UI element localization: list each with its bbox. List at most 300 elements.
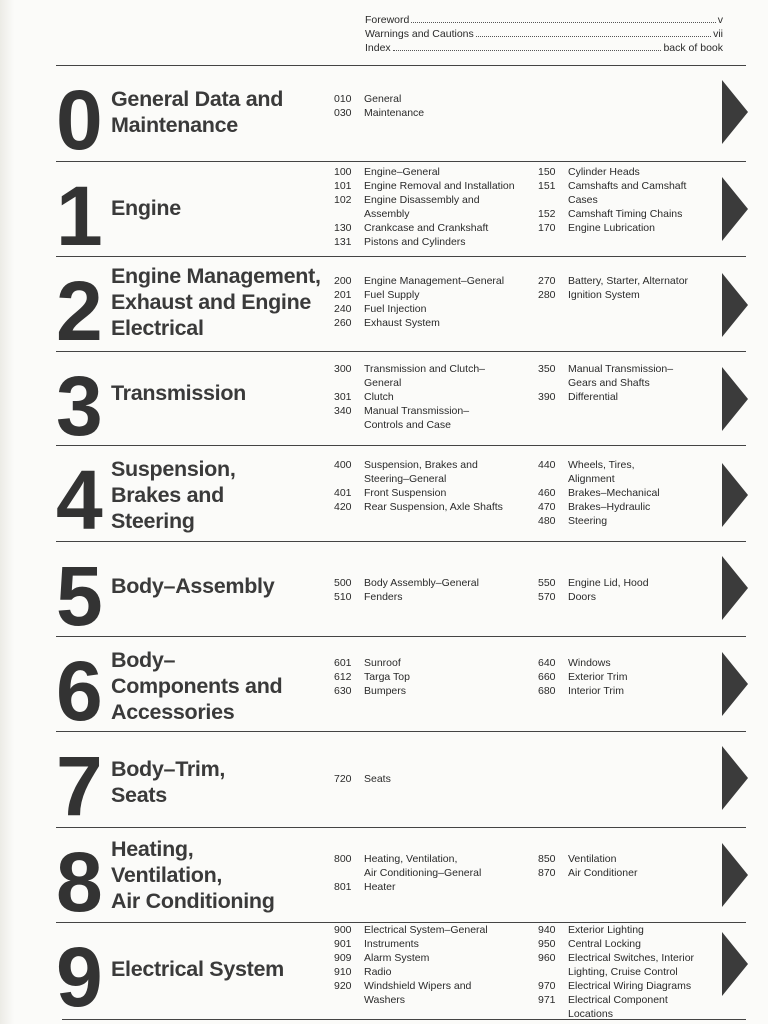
- chapter-name: [568, 362, 718, 390]
- chapter-number: 960: [538, 952, 556, 964]
- chapter-name: [364, 979, 534, 1007]
- chapter-entry[interactable]: [538, 993, 718, 1021]
- section-3: [56, 351, 746, 453]
- chapter-name: [568, 923, 718, 937]
- chapter-name: [364, 362, 534, 390]
- chapter-name-line: Interior Trim: [568, 685, 625, 697]
- chapter-name-line: Engine Disassembly and: [364, 194, 480, 206]
- chapter-name-line: Doors: [568, 591, 597, 603]
- chapter-entry[interactable]: [538, 165, 718, 179]
- chapter-column: [538, 923, 718, 1021]
- section-tab-arrow-icon[interactable]: [722, 556, 748, 620]
- section-title-line: General Data and: [111, 87, 284, 111]
- section-tab-arrow-icon[interactable]: [722, 367, 748, 431]
- chapter-name: [364, 106, 534, 120]
- chapter-name: [364, 92, 534, 106]
- chapter-entry[interactable]: [538, 514, 718, 528]
- chapter-number: 131: [334, 236, 352, 248]
- chapter-name: [364, 772, 534, 786]
- chapter-entry[interactable]: [334, 772, 534, 786]
- section-title-line: Accessories: [111, 700, 235, 724]
- chapter-column: [538, 362, 718, 404]
- chapter-entry[interactable]: [334, 390, 534, 404]
- chapter-name: [568, 514, 718, 528]
- chapter-name: [364, 404, 534, 432]
- chapter-name-line: Air Conditioner: [568, 867, 638, 879]
- section-tab-arrow-icon[interactable]: [722, 843, 748, 907]
- front-matter-page: back of book: [663, 42, 723, 54]
- chapter-name: [364, 576, 534, 590]
- chapter-number: 240: [334, 303, 352, 315]
- chapter-name-line: Manual Transmission–: [568, 363, 674, 375]
- chapter-name-line: Gears and Shafts: [568, 377, 650, 389]
- chapter-entry[interactable]: [334, 937, 534, 951]
- section-title[interactable]: [111, 195, 339, 221]
- front-matter-label: Index: [365, 42, 391, 54]
- chapter-column: [538, 458, 718, 528]
- chapter-name: [568, 576, 718, 590]
- chapter-name: [364, 937, 534, 951]
- chapter-number: 350: [538, 363, 556, 375]
- chapter-name-line: Brakes–Mechanical: [568, 487, 660, 499]
- chapter-entry[interactable]: [538, 670, 718, 684]
- chapter-name: [364, 486, 534, 500]
- chapter-number: 970: [538, 980, 556, 992]
- chapter-name-line: Electrical System–General: [364, 924, 488, 936]
- chapter-name-line: Alignment: [568, 473, 615, 485]
- section-title-line: Ventilation,: [111, 863, 223, 887]
- section-title-line: Body–: [111, 648, 176, 672]
- chapter-number: 612: [334, 671, 352, 683]
- chapter-name-line: Clutch: [364, 391, 394, 403]
- section-number: 5: [56, 549, 100, 643]
- chapter-name-line: Bumpers: [364, 685, 407, 697]
- chapter-name: [364, 500, 534, 514]
- page-edge: [0, 0, 14, 1024]
- section-title-line: Components and: [111, 674, 283, 698]
- chapter-entry[interactable]: [334, 288, 534, 302]
- chapter-number: 500: [334, 577, 352, 589]
- chapter-name-line: Seats: [364, 773, 391, 785]
- front-matter-list: [365, 13, 723, 55]
- section-title-line: Transmission: [111, 381, 247, 405]
- chapter-name-line: Camshaft Timing Chains: [568, 208, 683, 220]
- section-title-line: Electrical: [111, 316, 204, 340]
- chapter-name: [568, 951, 718, 979]
- chapter-name: [568, 179, 718, 207]
- chapter-number: 900: [334, 924, 352, 936]
- chapter-column: [334, 772, 534, 786]
- section-tab-arrow-icon[interactable]: [722, 273, 748, 337]
- section-title-line: Electrical System: [111, 957, 284, 981]
- chapter-entry[interactable]: [334, 923, 534, 937]
- section-1: [56, 161, 746, 263]
- chapter-name: [568, 500, 718, 514]
- section-tab-arrow-icon[interactable]: [722, 932, 748, 996]
- front-matter-label: Foreword: [365, 14, 410, 26]
- section-number: 3: [56, 359, 100, 453]
- chapter-entry[interactable]: [538, 590, 718, 604]
- chapter-number: 570: [538, 591, 556, 603]
- chapter-entry[interactable]: [538, 866, 718, 880]
- chapter-column: [334, 656, 534, 698]
- section-title-line: Body–Assembly: [111, 574, 275, 598]
- chapter-number: 301: [334, 391, 352, 403]
- chapter-name: [364, 390, 534, 404]
- chapter-name-line: Heater: [364, 881, 396, 893]
- chapter-entry[interactable]: [334, 362, 534, 390]
- chapter-entry[interactable]: [538, 362, 718, 390]
- chapter-name-line: Steering: [568, 515, 608, 527]
- chapter-entry[interactable]: [538, 221, 718, 235]
- chapter-name: [568, 590, 718, 604]
- chapter-name-line: Camshafts and Camshaft: [568, 180, 687, 192]
- front-matter-label: Warnings and Cautions: [365, 28, 474, 40]
- chapter-name-line: Steering–General: [364, 473, 447, 485]
- chapter-name: [364, 670, 534, 684]
- chapter-name: [364, 288, 534, 302]
- chapter-name: [364, 458, 534, 486]
- section-5: [56, 541, 746, 643]
- chapter-entry[interactable]: [334, 880, 534, 894]
- chapter-name: [364, 684, 534, 698]
- chapter-name: [364, 951, 534, 965]
- chapter-name-line: Exterior Trim: [568, 671, 628, 683]
- chapter-name: [568, 165, 718, 179]
- chapter-name-line: Electrical Switches, Interior: [568, 952, 695, 964]
- front-matter-item[interactable]: [365, 27, 723, 41]
- chapter-name: [568, 993, 718, 1021]
- chapter-column: [334, 923, 534, 1007]
- chapter-number: 909: [334, 952, 352, 964]
- section-title-line: Steering: [111, 509, 195, 533]
- chapter-name-line: Fuel Injection: [364, 303, 427, 315]
- chapter-entry[interactable]: [538, 656, 718, 670]
- chapter-name-line: Cylinder Heads: [568, 166, 640, 178]
- chapter-entry[interactable]: [334, 576, 534, 590]
- chapter-entry[interactable]: [334, 92, 534, 106]
- bottom-rule: [62, 1019, 746, 1020]
- section-9: [56, 922, 746, 1024]
- chapter-name: [568, 390, 718, 404]
- chapter-number: 390: [538, 391, 556, 403]
- chapter-name-line: Rear Suspension, Axle Shafts: [364, 501, 503, 513]
- chapter-number: 420: [334, 501, 352, 513]
- chapter-number: 101: [334, 180, 352, 192]
- section-number: 7: [56, 739, 100, 833]
- chapter-entry[interactable]: [334, 179, 534, 193]
- chapter-name: [364, 165, 534, 179]
- chapter-column: [334, 852, 534, 894]
- chapter-name: [568, 937, 718, 951]
- chapter-number: 300: [334, 363, 352, 375]
- chapter-name: [364, 235, 534, 249]
- chapter-entry[interactable]: [538, 951, 718, 979]
- chapter-name: [568, 656, 718, 670]
- chapter-entry[interactable]: [334, 316, 534, 330]
- section-7: [56, 731, 746, 833]
- section-title[interactable]: [111, 756, 339, 808]
- chapter-entry[interactable]: [538, 390, 718, 404]
- chapter-number: 720: [334, 773, 352, 785]
- chapter-entry[interactable]: [334, 486, 534, 500]
- chapter-number: 870: [538, 867, 556, 879]
- chapter-entry[interactable]: [334, 235, 534, 249]
- chapter-entry[interactable]: [334, 684, 534, 698]
- chapter-number: 201: [334, 289, 352, 301]
- leader-dots: [476, 35, 711, 37]
- chapter-name: [364, 965, 534, 979]
- chapter-name-line: Engine Removal and Installation: [364, 180, 515, 192]
- chapter-entry[interactable]: [538, 979, 718, 993]
- chapter-name-line: Electrical Wiring Diagrams: [568, 980, 692, 992]
- chapter-column: [334, 92, 534, 120]
- section-title-line: Body–Trim,: [111, 757, 226, 781]
- chapter-name-line: Pistons and Cylinders: [364, 236, 466, 248]
- section-number: 4: [56, 453, 100, 547]
- chapter-number: 660: [538, 671, 556, 683]
- chapter-name-line: Engine–General: [364, 166, 440, 178]
- chapter-name-line: Alarm System: [364, 952, 430, 964]
- chapter-name: [568, 670, 718, 684]
- chapter-entry[interactable]: [538, 274, 718, 288]
- chapter-entry[interactable]: [538, 576, 718, 590]
- chapter-name: [364, 179, 534, 193]
- section-title-line: Suspension,: [111, 457, 236, 481]
- chapter-number: 030: [334, 107, 352, 119]
- section-title[interactable]: [111, 456, 339, 534]
- chapter-name: [568, 486, 718, 500]
- chapter-name-line: Windshield Wipers and: [364, 980, 472, 992]
- section-tab-arrow-icon[interactable]: [722, 177, 748, 241]
- chapter-name: [364, 590, 534, 604]
- chapter-name-line: Radio: [364, 966, 392, 978]
- section-0: [56, 65, 746, 167]
- chapter-entry[interactable]: [538, 486, 718, 500]
- section-title[interactable]: [111, 86, 339, 138]
- front-matter-page: vii: [713, 28, 723, 40]
- chapter-number: 100: [334, 166, 352, 178]
- chapter-column: [334, 274, 534, 330]
- section-number: 8: [56, 835, 100, 929]
- front-matter-item[interactable]: [365, 41, 723, 55]
- chapter-name: [364, 221, 534, 235]
- section-number: 9: [56, 930, 100, 1024]
- chapter-name-line: General: [364, 377, 402, 389]
- chapter-column: [334, 362, 534, 432]
- leader-dots: [411, 21, 715, 23]
- chapter-name-line: Assembly: [364, 208, 410, 220]
- chapter-entry[interactable]: [538, 852, 718, 866]
- chapter-name: [364, 274, 534, 288]
- chapter-entry[interactable]: [334, 656, 534, 670]
- chapter-entry[interactable]: [538, 684, 718, 698]
- chapter-name-line: Central Locking: [568, 938, 641, 950]
- chapter-name-line: Front Suspension: [364, 487, 447, 499]
- chapter-name: [568, 852, 718, 866]
- chapter-number: 270: [538, 275, 556, 287]
- chapter-column: [538, 576, 718, 604]
- chapter-entry[interactable]: [538, 458, 718, 486]
- section-title-line: Maintenance: [111, 113, 238, 137]
- chapter-name: [568, 979, 718, 993]
- chapter-entry[interactable]: [334, 404, 534, 432]
- chapter-name: [364, 656, 534, 670]
- chapter-entry[interactable]: [334, 193, 534, 221]
- chapter-name-line: Heating, Ventilation,: [364, 853, 458, 865]
- chapter-number: 630: [334, 685, 352, 697]
- chapter-name-line: Maintenance: [364, 107, 425, 119]
- chapter-name-line: Differential: [568, 391, 618, 403]
- chapter-name-line: Instruments: [364, 938, 419, 950]
- section-tab-arrow-icon[interactable]: [722, 463, 748, 527]
- chapter-number: 801: [334, 881, 352, 893]
- chapter-name: [364, 852, 534, 880]
- section-title[interactable]: [111, 647, 339, 725]
- chapter-name-line: Engine Lubrication: [568, 222, 655, 234]
- chapter-number: 550: [538, 577, 556, 589]
- chapter-number: 170: [538, 222, 556, 234]
- chapter-entry[interactable]: [334, 965, 534, 979]
- chapter-name-line: Cases: [568, 194, 598, 206]
- chapter-column: [538, 656, 718, 698]
- chapter-name-line: Engine Lid, Hood: [568, 577, 649, 589]
- section-title-line: Exhaust and Engine: [111, 290, 312, 314]
- chapter-name-line: Crankcase and Crankshaft: [364, 222, 489, 234]
- chapter-number: 460: [538, 487, 556, 499]
- chapter-column: [334, 458, 534, 514]
- chapter-entry[interactable]: [538, 179, 718, 207]
- chapter-name-line: Wheels, Tires,: [568, 459, 635, 471]
- chapter-entry[interactable]: [538, 923, 718, 937]
- chapter-entry[interactable]: [334, 165, 534, 179]
- chapter-name: [568, 684, 718, 698]
- chapter-entry[interactable]: [538, 288, 718, 302]
- section-title[interactable]: [111, 380, 339, 406]
- chapter-entry[interactable]: [334, 852, 534, 880]
- chapter-column: [334, 576, 534, 604]
- chapter-number: 010: [334, 93, 352, 105]
- chapter-name-line: Transmission and Clutch–: [364, 363, 485, 375]
- chapter-number: 280: [538, 289, 556, 301]
- chapter-number: 601: [334, 657, 352, 669]
- chapter-entry[interactable]: [538, 937, 718, 951]
- section-tab-arrow-icon[interactable]: [722, 652, 748, 716]
- chapter-number: 340: [334, 405, 352, 417]
- chapter-name-line: Fuel Supply: [364, 289, 420, 301]
- chapter-number: 260: [334, 317, 352, 329]
- section-title-line: Heating,: [111, 837, 194, 861]
- chapter-column: [538, 274, 718, 302]
- chapter-name-line: Engine Management–General: [364, 275, 505, 287]
- chapter-number: 151: [538, 180, 556, 192]
- chapter-entry[interactable]: [538, 500, 718, 514]
- chapter-name: [364, 923, 534, 937]
- section-number: 6: [56, 644, 100, 738]
- chapter-name-line: Fenders: [364, 591, 403, 603]
- chapter-number: 950: [538, 938, 556, 950]
- chapter-number: 640: [538, 657, 556, 669]
- chapter-number: 470: [538, 501, 556, 513]
- chapter-name-line: Washers: [364, 994, 406, 1006]
- chapter-entry[interactable]: [334, 221, 534, 235]
- chapter-entry[interactable]: [334, 979, 534, 1007]
- chapter-name: [364, 316, 534, 330]
- chapter-name-line: Manual Transmission–: [364, 405, 470, 417]
- chapter-name-line: Exhaust System: [364, 317, 440, 329]
- chapter-name: [568, 274, 718, 288]
- chapter-name-line: Suspension, Brakes and: [364, 459, 478, 471]
- section-number: 2: [56, 264, 100, 358]
- chapter-column: [538, 852, 718, 880]
- chapter-entry[interactable]: [334, 590, 534, 604]
- chapter-name: [568, 458, 718, 486]
- chapter-name: [568, 866, 718, 880]
- chapter-number: 971: [538, 994, 556, 1006]
- section-6: [56, 636, 746, 738]
- chapter-number: 200: [334, 275, 352, 287]
- chapter-number: 130: [334, 222, 352, 234]
- chapter-entry[interactable]: [334, 106, 534, 120]
- chapter-number: 510: [334, 591, 352, 603]
- front-matter-item[interactable]: [365, 13, 723, 27]
- section-tab-arrow-icon[interactable]: [722, 80, 748, 144]
- section-number: 1: [56, 169, 100, 263]
- chapter-number: 440: [538, 459, 556, 471]
- section-title[interactable]: [111, 263, 339, 341]
- chapter-number: 102: [334, 194, 352, 206]
- front-matter-page: v: [717, 14, 723, 26]
- chapter-name-line: Ventilation: [568, 853, 617, 865]
- chapter-name: [568, 288, 718, 302]
- chapter-name-line: Sunroof: [364, 657, 401, 669]
- chapter-number: 152: [538, 208, 556, 220]
- section-8: [56, 827, 746, 929]
- section-title[interactable]: [111, 956, 339, 982]
- chapter-entry[interactable]: [334, 500, 534, 514]
- chapter-entry[interactable]: [334, 274, 534, 288]
- section-title[interactable]: [111, 573, 339, 599]
- section-title[interactable]: [111, 836, 339, 914]
- chapter-number: 400: [334, 459, 352, 471]
- chapter-name: [364, 880, 534, 894]
- chapter-name-line: Exterior Lighting: [568, 924, 644, 936]
- section-title-line: Engine: [111, 196, 181, 220]
- chapter-entry[interactable]: [538, 207, 718, 221]
- chapter-name: [568, 221, 718, 235]
- chapter-name: [364, 193, 534, 221]
- chapter-entry[interactable]: [334, 670, 534, 684]
- chapter-entry[interactable]: [334, 951, 534, 965]
- chapter-entry[interactable]: [334, 458, 534, 486]
- chapter-number: 480: [538, 515, 556, 527]
- section-2: [56, 256, 746, 358]
- chapter-number: 940: [538, 924, 556, 936]
- chapter-number: 910: [334, 966, 352, 978]
- chapter-name-line: Ignition System: [568, 289, 640, 301]
- chapter-name-line: Body Assembly–General: [364, 577, 479, 589]
- chapter-column: [538, 165, 718, 235]
- section-title-line: Engine Management,: [111, 264, 321, 288]
- section-tab-arrow-icon[interactable]: [722, 746, 748, 810]
- leader-dots: [393, 49, 662, 51]
- chapter-name-line: Battery, Starter, Alternator: [568, 275, 689, 287]
- chapter-entry[interactable]: [334, 302, 534, 316]
- section-title-line: Air Conditioning: [111, 889, 275, 913]
- chapter-name-line: Brakes–Hydraulic: [568, 501, 651, 513]
- chapter-number: 850: [538, 853, 556, 865]
- chapter-number: 901: [334, 938, 352, 950]
